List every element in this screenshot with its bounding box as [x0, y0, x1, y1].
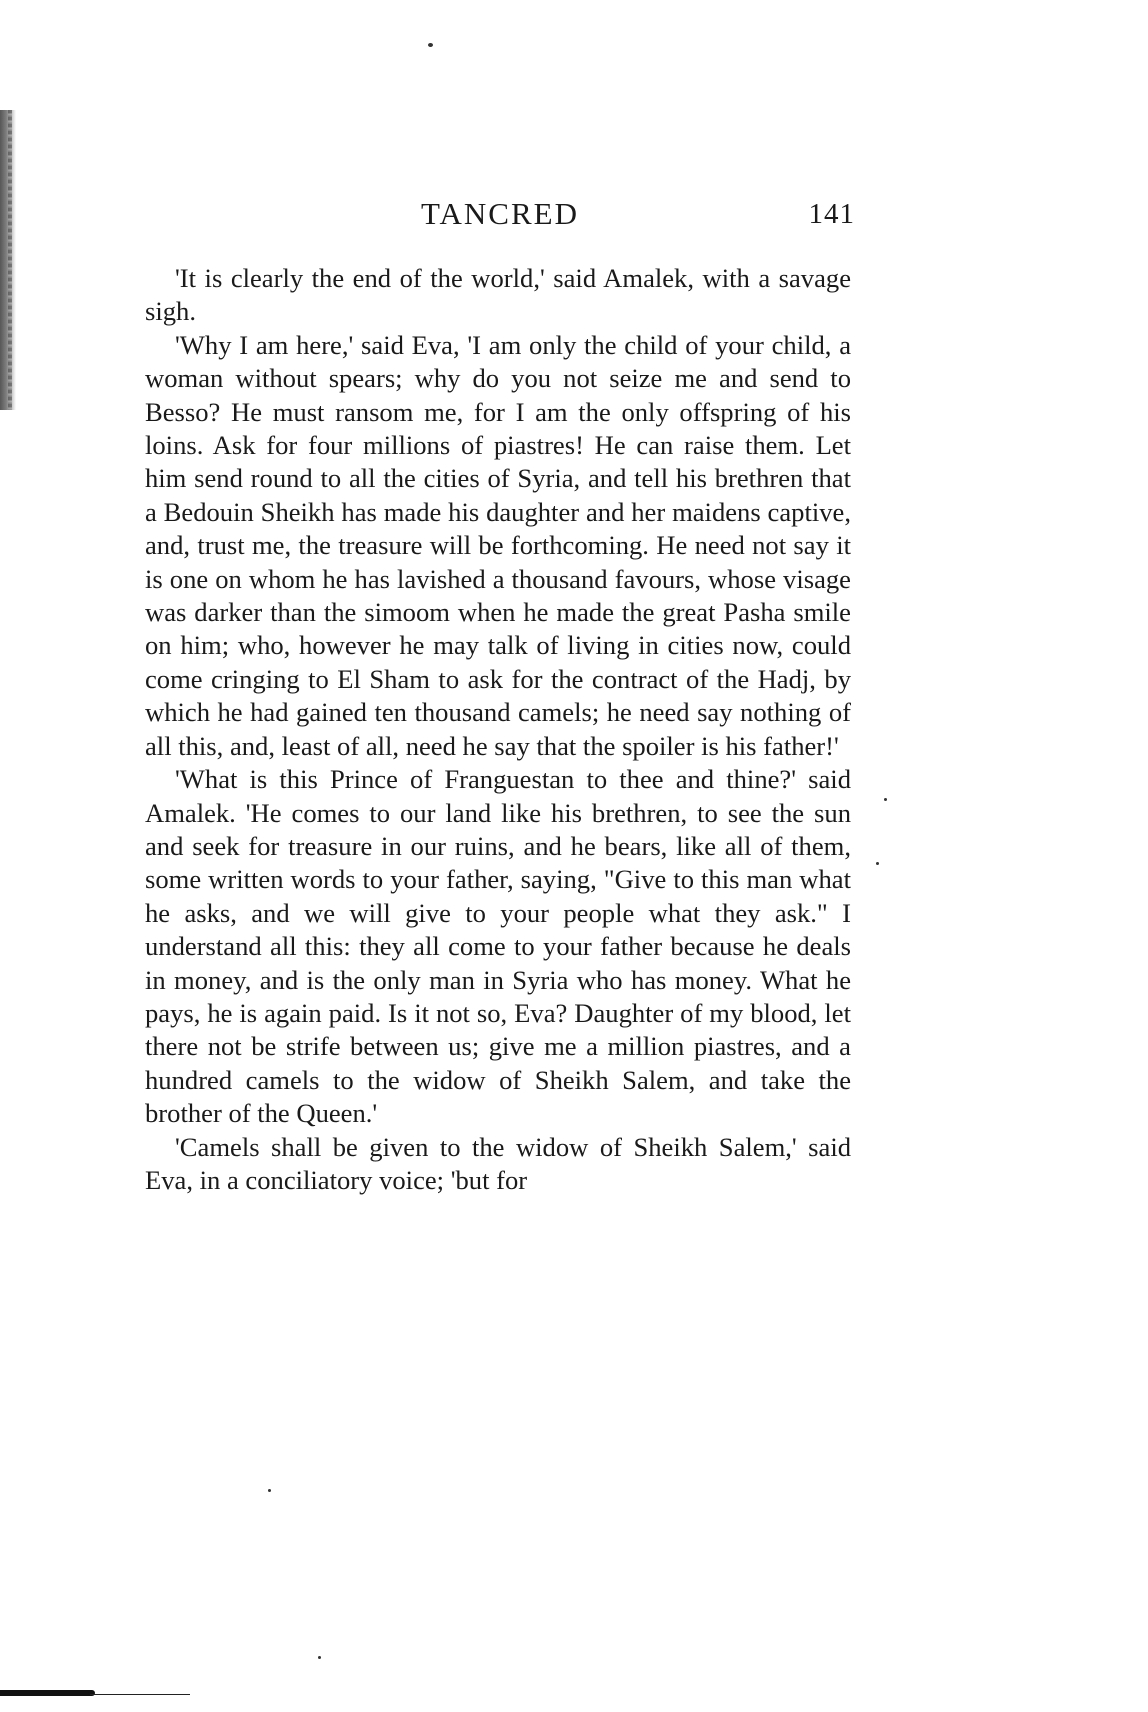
- ink-speck: [428, 43, 433, 47]
- ink-speck: [884, 798, 887, 801]
- page-number: 141: [808, 198, 855, 230]
- binding-shadow: [0, 110, 16, 410]
- paragraph: 'What is this Prince of Franguestan to thee and thine?' said Amalek. 'He comes to our land like his brethren, to see the sun and seek for treasure in our ruins, and he bears, like all of them, some written words to your father, saying, "Give to this man what he asks, and we will give to your people what they ask." I understand all this: they all come to your father because he deals in money, and is the only man in Syria who has money. What he pays, he is again paid. Is it not so, Eva? Daughter of my blood, let there not be strife between us; give me a million piastres, and a hundred camels to the widow of Sheikh Salem, and take the brother of the Queen.': [145, 764, 851, 1129]
- running-title: TANCRED: [421, 196, 579, 231]
- paragraph: 'Why I am here,' said Eva, 'I am only the child of your child, a woman without spears; why do you not seize me and send to Besso? He must ransom me, for I am the only offspring of his loins. Ask for four millions of piastres! He can raise them. Let him send round to all the cities of Syria, and tell his brethren that a Bedouin Sheikh has made his daughter and her maidens captive, and, trust me, the treasure will be forthcoming. He need not say it is one on whom he has lavished a thousand favours, whose visage was darker than the simoom when he made the great Pasha smile on him; who, however he may talk of living in cities now, could come cringing to El Sham to ask for the contract of the Hadj, by which he had gained ten thousand camels; he need say nothing of all this, and, least of all, need he say that the spoiler is his father!': [145, 329, 851, 761]
- body-text: [145, 262, 851, 1197]
- paragraph: 'It is clearly the end of the world,' said Amalek, with a savage sigh.: [145, 263, 851, 327]
- ink-speck: [318, 1656, 321, 1659]
- ink-speck: [876, 862, 879, 865]
- ink-speck: [268, 1489, 271, 1492]
- running-head: [145, 196, 855, 236]
- paragraph: 'Camels shall be given to the widow of Sheikh Salem,' said Eva, in a conciliatory voice; 'but for: [145, 1131, 851, 1195]
- page-corner-mark: [0, 1688, 190, 1696]
